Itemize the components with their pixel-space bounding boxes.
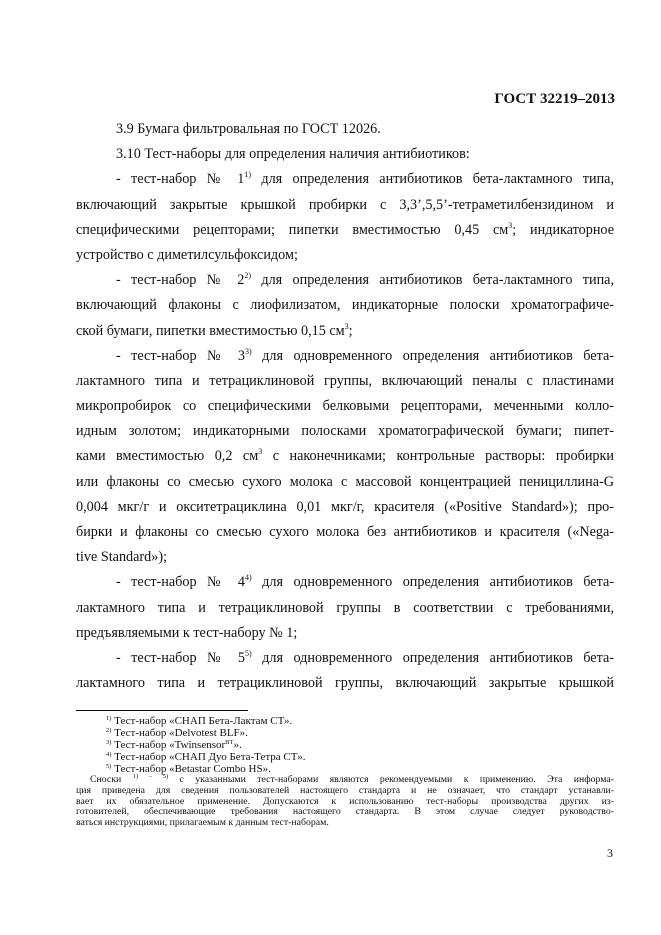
page-number: 3 <box>607 846 613 860</box>
body-text <box>76 117 614 696</box>
test-kit-3-line: ками вместимостью 0,2 $см^3$ с наконечниками; контрольные растворы: пробирки <box>76 447 614 465</box>
test-kit-3-line: 0,004 мкг/г и окситетрациклина 0,01 мкг/г, красителя («Positive Standard»); про- <box>76 498 614 515</box>
test-kit-3-line: идным золотом; индикаторными полосками хроматографической бумаги; пипет- <box>76 423 614 440</box>
test-kit-1-line: устройство с диметилсульфоксидом; <box>76 246 298 263</box>
test-kit-1-line: специфическими рецепторами; пипетки вместимостью 0,45 $см^3$; индикаторное <box>76 220 614 238</box>
test-kit-4-line: предъявляемыми к тест-набору № 1; <box>76 624 298 641</box>
test-kit-5-line: - тест-набор № 5$^{5)}$ для одновременного определения антибиотиков бета- <box>116 648 614 666</box>
footnote: $^{2)}$ Тест-набор «Delvotest BLF». <box>106 727 248 739</box>
test-kit-4-line: лактамного типа и тетрациклиновой группы в соответствии с требованиями, <box>76 599 614 616</box>
footnote-note: ваться инструкциями, прилагаемым к данным тест-наборам. <box>76 817 329 829</box>
test-kit-3-line: - тест-набор № 3$^{3)}$ для одновременного определения антибиотиков бета- <box>116 346 614 364</box>
footnote-note: Сноски $^{1) - 5)}$ с указанными тест-наборами являются рекомендуемыми к применению. Эта информа- <box>90 773 614 785</box>
test-kit-1-line: включающий закрытые крышкой пробирки с 3,3’,5,5’-тетраметилбензидином и <box>76 196 614 213</box>
test-kit-3-line: бирки и флаконы со смесью сухого молока без антибиотиков и красителя («Nega- <box>76 524 614 540</box>
footnote: $^{5)}$ Тест-набор «Betastar Combo HS». <box>106 763 271 775</box>
test-kit-1-line: - тест-набор № 1$^{1)}$ для определения антибиотиков бета-лактамного типа, <box>116 170 615 188</box>
test-kit-3-line: лактамного типа и тетрациклиновой группы, включающий пеналы с пластинами <box>76 372 614 389</box>
section-3-9: 3.9 Бумага фильтровальная по ГОСТ 12026. <box>116 121 381 137</box>
footnote-note: готовителей, обеспечивающие требования настоящего стандарта. В этом случае следует руководство- <box>76 806 614 818</box>
test-kit-2-line: включающий флаконы с лиофилизатом, индикаторные полоски хроматографиче- <box>76 297 614 314</box>
test-kit-3-line: или флаконы со смесью сухого молока с массовой концентрацией пенициллина-G <box>76 473 614 490</box>
footnote-separator <box>76 710 248 711</box>
test-kit-2-line: - тест-набор № 2$^{2)}$ для определения антибиотиков бета-лактамного типа, <box>116 271 615 289</box>
test-kit-4-line: - тест-набор № 4$^{4)}$ для одновременного определения антибиотиков бета- <box>116 573 614 591</box>
test-kit-2-line: ской бумаги, пипетки вместимостью 0,15 $см^3$; <box>76 321 353 339</box>
test-kit-5-line: лактамного типа и тетрациклиновой группы, включающий закрытые крышкой <box>76 675 614 692</box>
test-kit-3-line: tive Standard»); <box>76 549 168 566</box>
test-kit-3-line: микропробирок со специфическими белковыми рецепторами, меченными колло- <box>76 398 614 415</box>
footnote-note: вает их обязательное применение. Допускаются к использованию тест-наборы производства других из- <box>76 795 614 807</box>
footnote: $^{1)}$ Тест-набор «СНАП Бета-Лактам СТ». <box>106 715 293 727</box>
section-3-10: 3.10 Тест-наборы для определения наличия антибиотиков: <box>116 146 470 163</box>
footnotes <box>76 715 614 829</box>
footnote: $^{4)}$ Тест-набор «СНАП Дуо Бета-Тетра СТ». <box>106 751 306 763</box>
standard-header: ГОСТ 32219–2013 <box>494 91 615 107</box>
footnote-note: ция приведена для сведения пользователей настоящего стандарта и не означает, что стандарт устанавли- <box>76 784 614 796</box>
footnote: $^{3)}$ Тест-набор «Twinsensor$^{BT}$». <box>106 739 242 751</box>
